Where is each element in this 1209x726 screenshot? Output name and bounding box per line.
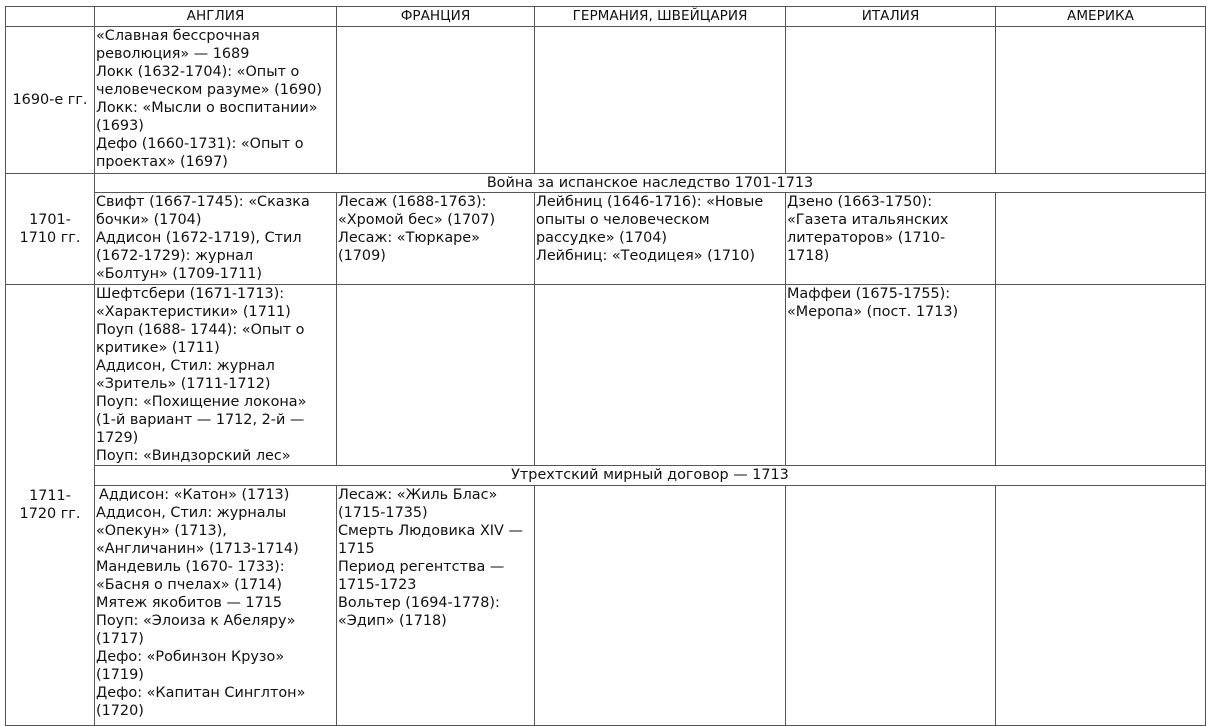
entry-line: 1729): [96, 430, 139, 446]
event-utrecht-treaty: Утрехтский мирный договор — 1713: [95, 466, 1206, 486]
entry-line: Дзено (1663-1750):: [787, 194, 933, 210]
entry-line: «Славная бессрочная: [96, 28, 260, 44]
entry-line: (1715-1735): [338, 505, 428, 521]
cell-1690s-england: [95, 27, 337, 174]
cell-1700s-germany: [535, 193, 786, 285]
cell-1700s-england: [95, 193, 337, 285]
cell-1710s-america-b: [996, 486, 1206, 726]
cell-1690s-america: [996, 27, 1206, 174]
entry-line: Поуп (1688- 1744): «Опыт о: [96, 322, 305, 338]
entry-line: Лесаж (1688-1763):: [338, 194, 487, 210]
header-america: АМЕРИКА: [996, 7, 1206, 27]
entry-line: «Меропа» (пост. 1713): [787, 304, 959, 320]
period-label: 1710 гг.: [19, 230, 81, 246]
cell-1710s-france-b: [337, 486, 535, 726]
entry-line: Поуп: «Виндзорский лес»: [96, 448, 291, 464]
entry-line: «Опекун» (1713),: [96, 523, 227, 539]
entry-line: 1718): [787, 248, 830, 264]
entry-line: «Характеристики» (1711): [96, 304, 291, 320]
entry-line: Маффеи (1675-1755):: [787, 286, 951, 302]
entry-line: Поуп: «Похищение локона»: [96, 394, 307, 410]
cell-1690s-france: [337, 27, 535, 174]
entry-line: «Басня о пчелах» (1714): [96, 577, 282, 593]
entry-line: Смерть Людовика XIV —: [338, 523, 523, 539]
entry-line: Дефо: «Робинзон Крузо»: [96, 649, 285, 665]
entry-line: Дефо: «Капитан Синглтон»: [96, 685, 306, 701]
period-label: 1690-е гг.: [12, 92, 88, 108]
cell-1690s-germany: [535, 27, 786, 174]
entry-line: Аддисон: «Катон» (1713): [99, 487, 290, 503]
row-1710s-event: [6, 466, 1206, 486]
entry-line: Аддисон (1672-1719), Стил: [96, 230, 302, 246]
cell-1700s-italy: [786, 193, 996, 285]
cell-1710s-england-b: [95, 486, 337, 726]
header-period: [6, 7, 95, 27]
entry-line: рассудке» (1704): [536, 230, 668, 246]
entry-line: Аддисон, Стил: журнал: [96, 358, 275, 374]
entry-line: Лесаж: «Тюркаре»: [338, 230, 480, 246]
event-spanish-succession: Война за испанское наследство 1701-1713: [95, 174, 1206, 193]
entry-line: (1-й вариант — 1712, 2-й —: [96, 412, 305, 428]
entry-line: (1709): [338, 248, 386, 264]
entry-line: Лесаж: «Жиль Блас»: [338, 487, 498, 503]
period-label: 1701-: [29, 212, 71, 228]
entry-line: (1672-1729): журнал: [96, 248, 254, 264]
entry-line: революция» — 1689: [96, 46, 250, 62]
entry-line: Мятеж якобитов — 1715: [96, 595, 283, 611]
entry-line: Мандевиль (1670- 1733):: [96, 559, 285, 575]
entry-line: Локк (1632-1704): «Опыт о: [96, 64, 300, 80]
entry-line: (1720): [96, 703, 144, 719]
entry-line: Шефтсбери (1671-1713):: [96, 286, 285, 302]
entry-line: человеческом разуме» (1690): [96, 82, 322, 98]
period-1710s: [6, 285, 95, 726]
entry-line: Лейбниц (1646-1716): «Новые: [536, 194, 764, 210]
entry-line: «Зритель» (1711-1712): [96, 376, 271, 392]
header-england: АНГЛИЯ: [95, 7, 337, 27]
entry-line: (1693): [96, 118, 144, 134]
header-italy: ИТАЛИЯ: [786, 7, 996, 27]
period-1690s: [6, 27, 95, 174]
cell-1700s-france: [337, 193, 535, 285]
row-1710s-b: [6, 486, 1206, 726]
entry-line: Вольтер (1694-1778):: [338, 595, 500, 611]
period-label: 1711-: [29, 488, 71, 504]
cell-1710s-italy-b: [786, 486, 996, 726]
entry-line: Поуп: «Элоиза к Абеляру»: [96, 613, 296, 629]
cell-1710s-england-a: [95, 285, 337, 466]
header-row: [6, 7, 1206, 27]
row-1710s-a: [6, 285, 1206, 466]
entry-line: «Эдип» (1718): [338, 613, 447, 629]
cell-1710s-germany-a: [535, 285, 786, 466]
row-1700s-event: [6, 174, 1206, 193]
entry-line: «Болтун» (1709-1711): [96, 266, 263, 282]
entry-line: «Англичанин» (1713-1714): [96, 541, 299, 557]
entry-line: проектах» (1697): [96, 154, 228, 170]
entry-line: критике» (1711): [96, 340, 220, 356]
entry-line: (1719): [96, 667, 144, 683]
row-1690s: [6, 27, 1206, 174]
entry-line: Дефо (1660-1731): «Опыт о: [96, 136, 304, 152]
header-germany: ГЕРМАНИЯ, ШВЕЙЦАРИЯ: [535, 7, 786, 27]
chronology-table: [5, 6, 1206, 726]
entry-line: (1717): [96, 631, 144, 647]
cell-1710s-italy-a: [786, 285, 996, 466]
period-1700s: [6, 174, 95, 285]
entry-line: Период регентства —: [338, 559, 505, 575]
entry-line: «Газета итальянских: [787, 212, 949, 228]
entry-line: 1715-1723: [338, 577, 417, 593]
entry-line: литераторов» (1710-: [787, 230, 946, 246]
entry-line: «Хромой бес» (1707): [338, 212, 496, 228]
entry-line: Аддисон, Стил: журналы: [96, 505, 287, 521]
cell-1690s-italy: [786, 27, 996, 174]
cell-1710s-germany-b: [535, 486, 786, 726]
entry-line: 1715: [338, 541, 375, 557]
entry-line: опыты о человеческом: [536, 212, 710, 228]
entry-line: Локк: «Мысли о воспитании»: [96, 100, 318, 116]
entry-line: Лейбниц: «Теодицея» (1710): [536, 248, 755, 264]
period-label: 1720 гг.: [19, 506, 81, 522]
cell-1710s-america-a: [996, 285, 1206, 466]
cell-1700s-america: [996, 193, 1206, 285]
row-1700s: [6, 193, 1206, 285]
entry-line: Свифт (1667-1745): «Сказка: [96, 194, 310, 210]
entry-line: бочки» (1704): [96, 212, 202, 228]
header-france: ФРАНЦИЯ: [337, 7, 535, 27]
cell-1710s-france-a: [337, 285, 535, 466]
